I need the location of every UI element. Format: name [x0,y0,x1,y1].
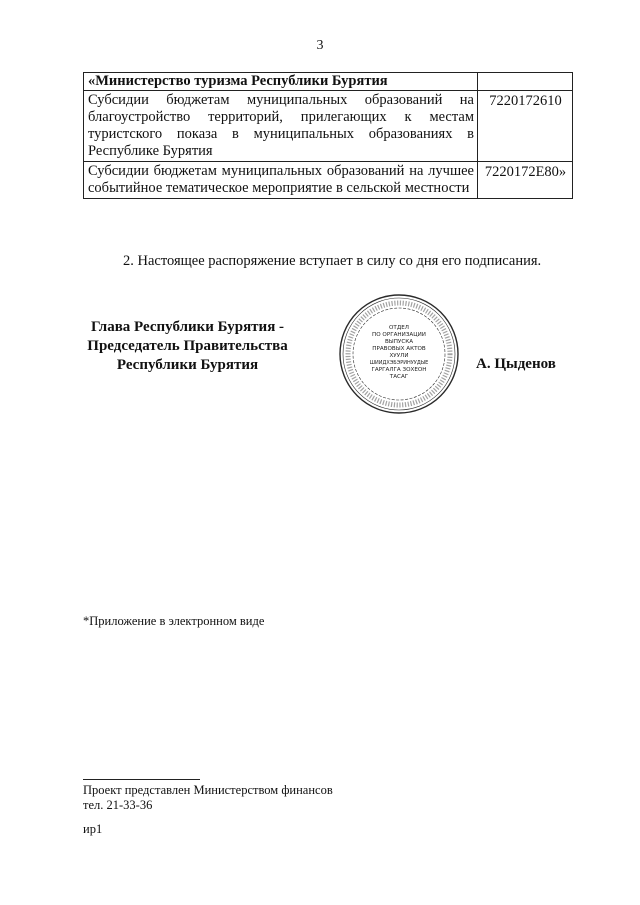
seal-text-line: ХУУЛИ [389,353,409,359]
table-row [84,91,573,162]
table-row [84,162,573,199]
signer-name: А. Цыденов [476,356,556,372]
seal-text-line: ОТДЕЛ [389,325,409,331]
seal-text-line: ПО ОРГАНИЗАЦИИ [372,332,426,338]
table-heading-row [84,73,573,91]
seal-text-line: ШИИДХЭБЭРИНУУДЫЕ [369,360,429,366]
row-code: 7220172610 [478,91,573,162]
footer-divider [83,779,200,780]
row-description: Субсидии бюджетам муниципальных образований на благоустройство территорий, прилегающих к местам туристского показа в муниципальных образованиях в Республике Бурятия [84,91,478,162]
signatory-title-line: Республики Бурятия [116,357,259,373]
page-number: 3 [316,38,324,53]
document-code: ир1 [83,822,103,836]
ministry-heading: «Министерство туризма Республики Бурятия [84,73,478,91]
footer-info [83,783,333,813]
official-seal [338,293,460,415]
attachment-note: *Приложение в электронном виде [83,614,265,628]
footer-line: тел. 21-33-36 [83,798,153,812]
footer-line: Проект представлен Министерством финансов [83,783,333,797]
row-description: Субсидии бюджетам муниципальных образований на лучшее событийное тематическое мероприятие в сельской местности [84,162,478,199]
seal-text-line: ВЫПУСКА [384,339,414,345]
effective-date-paragraph: 2. Настоящее распоряжение вступает в силу со дня его подписания. [123,253,542,269]
signatory-title-line: Глава Республики Бурятия - [90,319,285,335]
seal-text-line: ТАСАГ [389,374,409,380]
seal-text-line: ПРАВОВЫХ АКТОВ [372,346,426,352]
heading-code-cell [478,73,573,91]
row-code: 7220172E80» [478,162,573,199]
budget-classification-table [83,72,573,199]
signatory-title [70,318,305,375]
seal-text-line: ГАРГАЛГА ЗОХЕОН [371,367,427,373]
signatory-title-line: Председатель Правительства [87,338,288,354]
